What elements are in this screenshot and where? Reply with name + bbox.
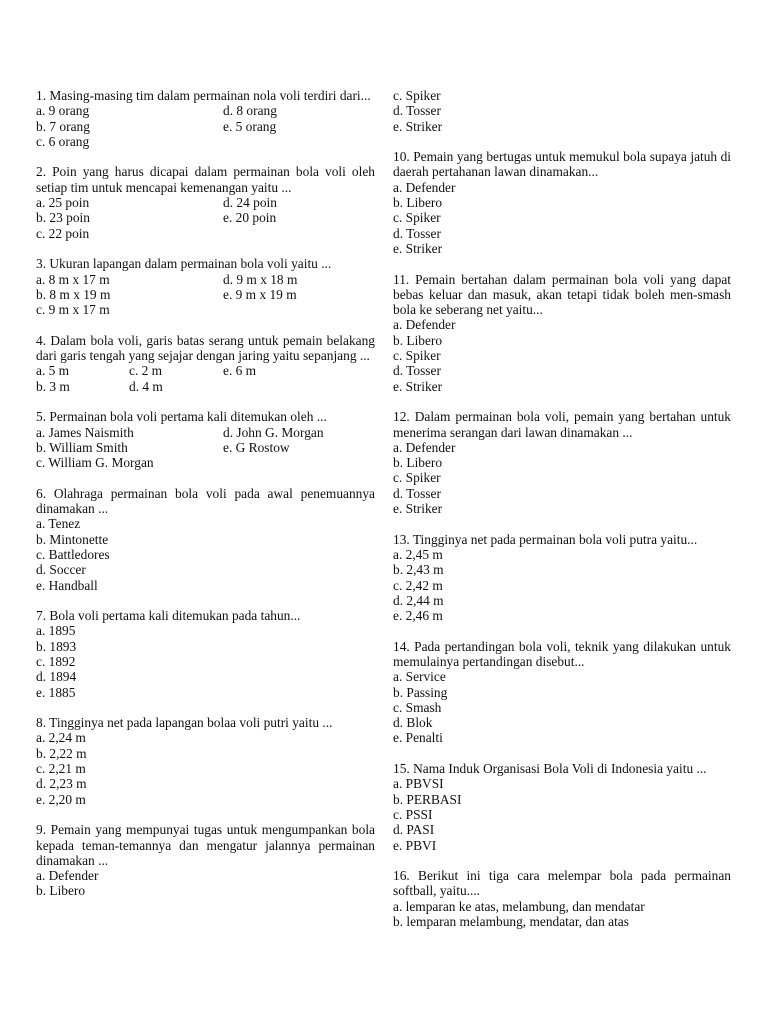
- answer-option: c. Battledores: [36, 546, 110, 562]
- answer-row: [36, 287, 375, 302]
- question-q11: [393, 272, 731, 394]
- question-text: 7. Bola voli pertama kali ditemukan pada tahun...: [36, 608, 301, 624]
- question-q5: [36, 409, 375, 470]
- question-q6: [36, 486, 375, 593]
- answer-option: d. John G. Morgan: [223, 424, 324, 440]
- answer-option: c. Spiker: [393, 470, 441, 486]
- answer-option: d. 24 poin: [223, 195, 277, 211]
- answer-option: a. Defender: [393, 317, 456, 333]
- answer-option: e. Striker: [393, 501, 443, 517]
- answer-option: d. Tosser: [393, 363, 441, 379]
- answer-row: [36, 425, 375, 440]
- answer-option: b. 1893: [36, 638, 77, 654]
- answer-option: b. 2,22 m: [36, 745, 87, 761]
- question-q9: [36, 822, 375, 898]
- answer-option: c. Spiker: [393, 88, 441, 103]
- question-q14: [393, 639, 731, 746]
- answer-option: c. 6 orang: [36, 133, 90, 149]
- answer-option: e. 20 poin: [223, 210, 277, 226]
- answer-option: b. 2,43 m: [393, 562, 444, 578]
- answer-option: c. 2,21 m: [36, 761, 86, 777]
- question-q9cont: [393, 88, 731, 134]
- question-q16: [393, 868, 731, 929]
- question-q13: [393, 532, 731, 624]
- question-text: 4. Dalam bola voli, garis batas serang untuk pemain belakang dari garis tengah yang sejajar dengan jaring yaitu sepanjang ...: [36, 332, 375, 364]
- answer-option: b. 23 poin: [36, 210, 90, 226]
- answer-option: d. Tosser: [393, 103, 441, 119]
- answer-option: d. 9 m x 18 m: [223, 271, 298, 287]
- answer-option: d. Soccer: [36, 562, 86, 578]
- question-q4: [36, 333, 375, 394]
- question-text: 6. Olahraga permainan bola voli pada awal penemuannya dinamakan ...: [36, 485, 375, 517]
- answer-option: b. Libero: [393, 195, 443, 211]
- answer-option: a. lemparan ke atas, melambung, dan mendatar: [393, 898, 645, 914]
- question-text: 5. Permainan bola voli pertama kali ditemukan oleh ...: [36, 409, 327, 425]
- answer-row: [36, 272, 375, 287]
- answer-option: a. Service: [393, 669, 446, 685]
- answer-row: [36, 195, 375, 210]
- question-text: 16. Berikut ini tiga cara melempar bola pada permainan softball, yaitu....: [393, 868, 731, 899]
- answer-option: e. Striker: [393, 118, 443, 134]
- answer-option: e. G Rostow: [223, 439, 290, 455]
- question-text: 3. Ukuran lapangan dalam permainan bola voli yaitu ...: [36, 256, 332, 272]
- question-q2: [36, 164, 375, 240]
- question-q3: [36, 256, 375, 317]
- question-text: 10. Pemain yang bertugas untuk memukul bola supaya jatuh di daerah pertahanan lawan dinamakan...: [393, 149, 731, 180]
- answer-option: e. 2,46 m: [393, 608, 443, 624]
- answer-option: b. PERBASI: [393, 791, 462, 807]
- answer-option: e. 1885: [36, 684, 76, 700]
- answer-option: c. 2,42 m: [393, 577, 443, 593]
- answer-option: e. Penalti: [393, 730, 443, 746]
- answer-option: a. Defender: [393, 439, 456, 455]
- answer-option: b. lemparan melambung, mendatar, dan atas: [393, 914, 629, 930]
- answer-option: e. PBVI: [393, 837, 437, 853]
- answer-option: c. 22 poin: [36, 225, 90, 241]
- answer-option: a. Defender: [393, 179, 456, 195]
- question-text: 14. Pada pertandingan bola voli, teknik yang dilakukan untuk memulainya pertandingan disebut...: [393, 638, 731, 669]
- answer-option: a. 9 orang: [36, 103, 90, 119]
- question-text: 15. Nama Induk Organisasi Bola Voli di Indonesia yaitu ...: [393, 761, 707, 777]
- answer-option: a. 2,45 m: [393, 546, 443, 562]
- question-q12: [393, 409, 731, 516]
- answer-option: d. Tosser: [393, 225, 441, 241]
- question-q10: [393, 149, 731, 256]
- question-q15: [393, 761, 731, 853]
- answer-option: d. 2,44 m: [393, 592, 444, 608]
- answer-option: b. Libero: [36, 883, 86, 899]
- question-text: 8. Tingginya net pada lapangan bolaa voli putri yaitu ...: [36, 715, 333, 731]
- question-text: 11. Pemain bertahan dalam permainan bola voli yang dapat bebas keluar dan masuk, akan tetapi tidak boleh men-smash bola ke seberang net yaitu...: [393, 271, 731, 318]
- answer-option: c. Spiker: [393, 210, 441, 226]
- question-text: 1. Masing-masing tim dalam permainan nola voli terdiri dari...: [36, 88, 371, 103]
- question-text: 13. Tingginya net pada permainan bola voli putra yaitu...: [393, 531, 698, 547]
- answer-option: c. Spiker: [393, 348, 441, 364]
- question-text: 9. Pemain yang mempunyai tugas untuk mengumpankan bola kepada teman-temannya dan mengatur jalannya permainan dinamakan ...: [36, 822, 375, 868]
- answer-option: c. 9 m x 17 m: [36, 302, 110, 318]
- answer-option: b. William Smith: [36, 439, 128, 455]
- answer-option: d. Blok: [393, 715, 433, 731]
- left-column: [36, 88, 375, 899]
- answer-option: e. 5 orang: [223, 118, 277, 134]
- answer-option: e. Handball: [36, 577, 98, 593]
- answer-option: b. 7 orang: [36, 118, 90, 134]
- answer-option: b. Libero: [393, 332, 443, 348]
- answer-option: d. 8 orang: [223, 103, 277, 119]
- question-text: 12. Dalam permainan bola voli, pemain yang bertahan untuk menerima serangan dari lawan dinamakan ...: [393, 409, 731, 440]
- answer-option: a. 2,24 m: [36, 730, 86, 746]
- answer-option: a. 8 m x 17 m: [36, 271, 110, 287]
- answer-option: c. PSSI: [393, 806, 433, 822]
- answer-row: [36, 379, 375, 394]
- answer-option: d. Tosser: [393, 485, 441, 501]
- answer-row: [36, 302, 375, 317]
- answer-option: c. 2 m: [129, 363, 163, 379]
- answer-option: b. Passing: [393, 684, 448, 700]
- answer-option: d. 1894: [36, 669, 77, 685]
- answer-option: e. 9 m x 19 m: [223, 286, 297, 302]
- question-q1: [36, 88, 375, 149]
- question-q8: [36, 715, 375, 807]
- answer-option: a. 5 m: [36, 363, 70, 379]
- answer-option: b. 3 m: [36, 378, 70, 394]
- question-text: 2. Poin yang harus dicapai dalam permainan bola voli oleh setiap tim untuk mencapai kemenangan yaitu ...: [36, 164, 375, 195]
- answer-option: b. Libero: [393, 455, 443, 471]
- answer-option: c. Smash: [393, 699, 442, 715]
- answer-row: [36, 134, 375, 149]
- answer-option: e. Striker: [393, 378, 443, 394]
- answer-option: a. Tenez: [36, 516, 81, 532]
- answer-option: b. Mintonette: [36, 531, 109, 547]
- answer-option: c. William G. Morgan: [36, 455, 154, 471]
- answer-option: a. 25 poin: [36, 195, 90, 211]
- answer-option: a. Defender: [36, 868, 99, 884]
- answer-row: [36, 455, 375, 470]
- answer-row: [36, 440, 375, 455]
- answer-option: b. 8 m x 19 m: [36, 286, 111, 302]
- answer-row: [36, 363, 375, 378]
- answer-option: a. PBVSI: [393, 776, 444, 792]
- answer-option: d. 4 m: [129, 378, 163, 394]
- question-q7: [36, 608, 375, 700]
- answer-option: a. James Naismith: [36, 424, 134, 440]
- answer-option: d. PASI: [393, 822, 435, 838]
- answer-row: [36, 226, 375, 241]
- right-column: [393, 88, 731, 929]
- answer-row: [36, 103, 375, 118]
- answer-option: e. Striker: [393, 240, 443, 256]
- answer-option: d. 2,23 m: [36, 776, 87, 792]
- answer-row: [36, 210, 375, 225]
- answer-row: [36, 119, 375, 134]
- answer-option: e. 6 m: [223, 363, 257, 379]
- answer-option: a. 1895: [36, 623, 76, 639]
- answer-option: e. 2,20 m: [36, 791, 86, 807]
- answer-option: c. 1892: [36, 653, 76, 669]
